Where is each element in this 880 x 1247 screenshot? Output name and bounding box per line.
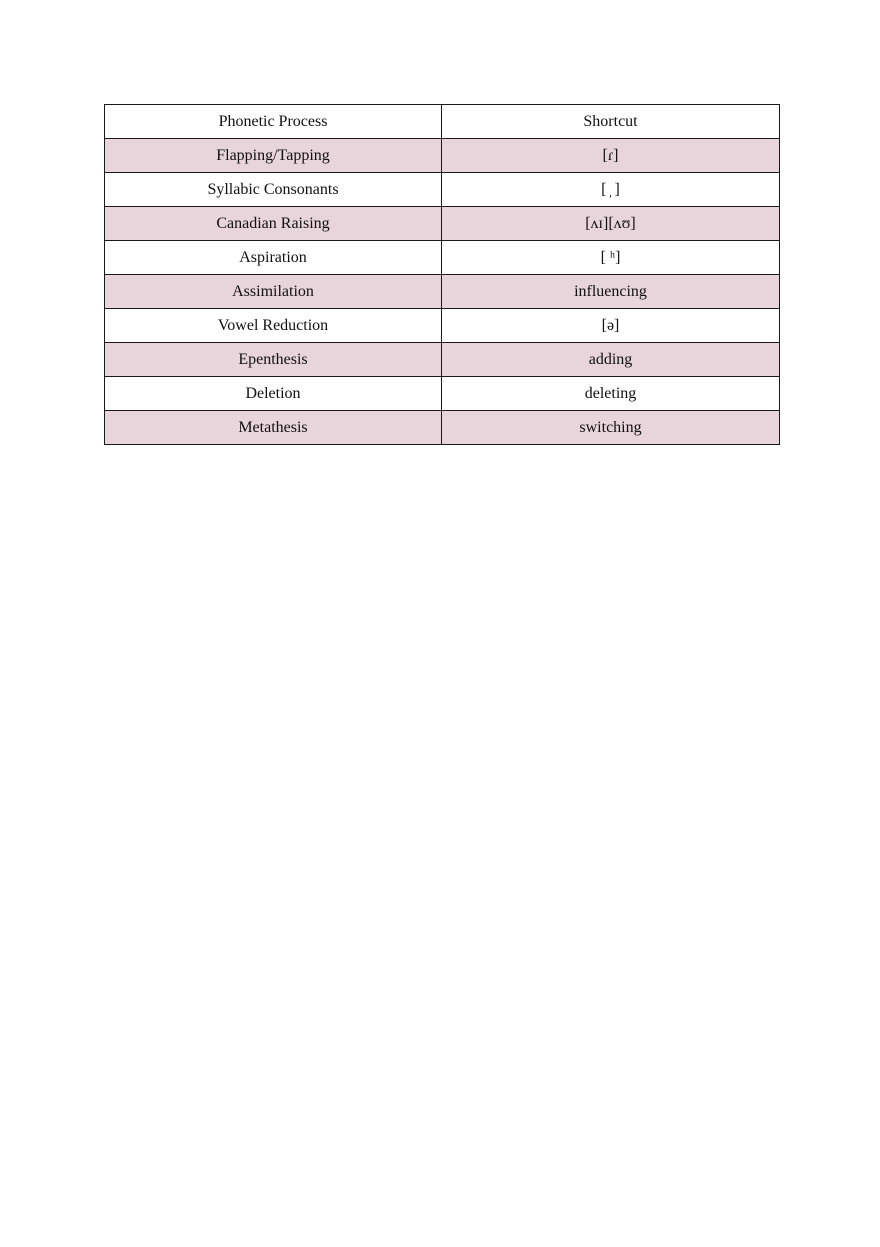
shortcut-cell: deleting [442,377,780,411]
shortcut-cell: [ ̩ ] [442,173,780,207]
header-shortcut: Shortcut [442,105,780,139]
shortcut-cell: adding [442,343,780,377]
process-cell: Vowel Reduction [105,309,442,343]
shortcut-cell: [ʌɪ][ʌʊ] [442,207,780,241]
table-row [105,275,780,309]
table-row [105,173,780,207]
table-row [105,343,780,377]
process-cell: Epenthesis [105,343,442,377]
table-row [105,309,780,343]
process-cell: Canadian Raising [105,207,442,241]
process-cell: Assimilation [105,275,442,309]
process-cell: Flapping/Tapping [105,139,442,173]
table-header-row [105,105,780,139]
process-cell: Aspiration [105,241,442,275]
shortcut-cell: [ɾ] [442,139,780,173]
shortcut-cell: [ə] [442,309,780,343]
table-row [105,207,780,241]
table-row [105,411,780,445]
header-process: Phonetic Process [105,105,442,139]
process-cell: Syllabic Consonants [105,173,442,207]
table-row [105,241,780,275]
phonetic-process-table [104,104,780,445]
process-cell: Metathesis [105,411,442,445]
table-row [105,377,780,411]
shortcut-cell: switching [442,411,780,445]
shortcut-cell: [ ʰ] [442,241,780,275]
shortcut-cell: influencing [442,275,780,309]
process-cell: Deletion [105,377,442,411]
table-row [105,139,780,173]
